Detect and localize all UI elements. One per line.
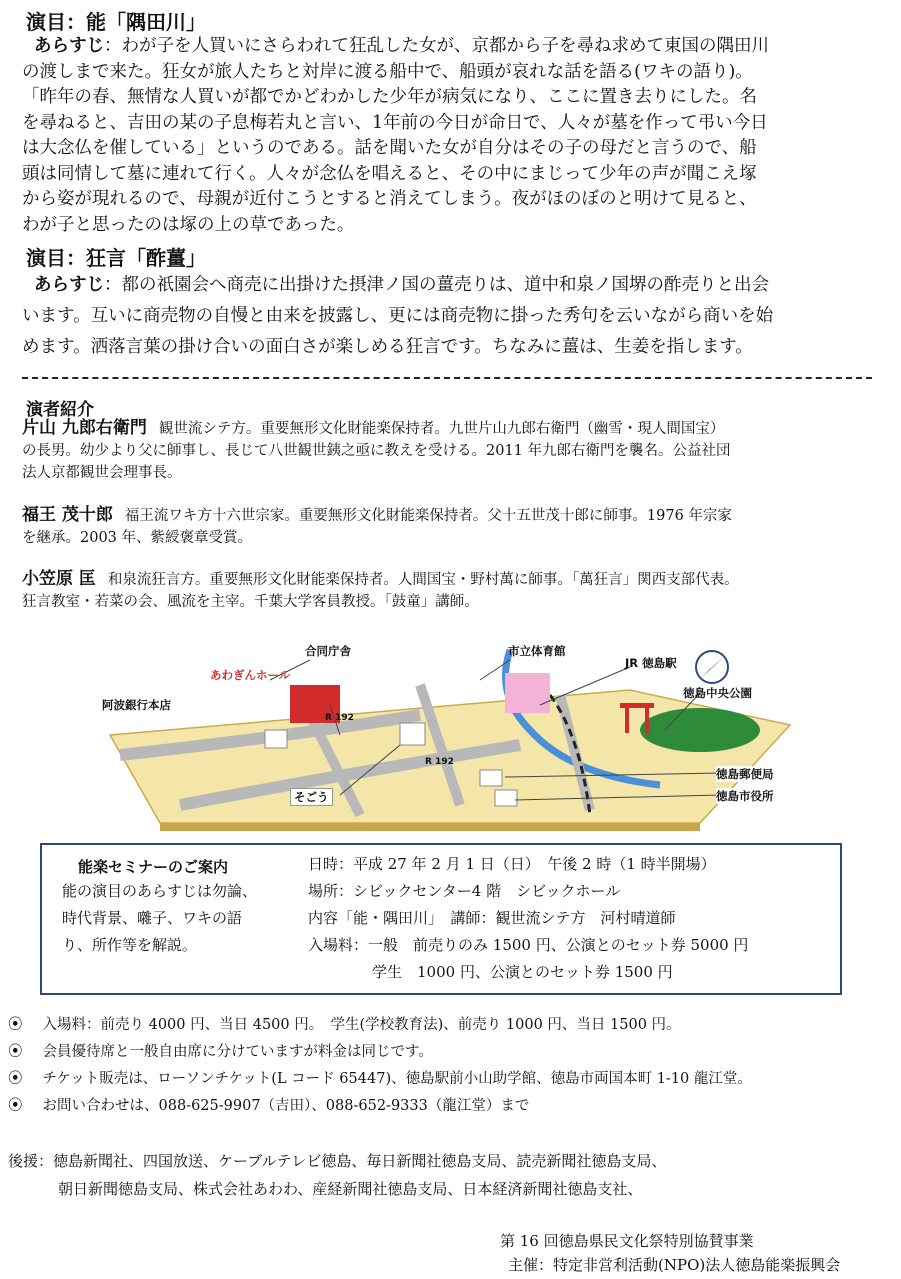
footer-organizer: 主催：特定非営利活動(NPO)法人徳島能楽振興会 [508,1256,841,1274]
performer-1 [22,417,884,484]
support-line-1 [8,1148,666,1175]
synopsis-line: わが子を人買いにさらわれて狂乱した女が、京都から子を尋ね求めて東国の隅田川 [121,36,769,56]
info-item [8,1039,893,1066]
taiikukan-building [505,673,550,713]
synopsis-line: の渡しまで来た。狂女が旅人たちと対岸に渡る船中で、船頭が哀れな話を語る(ワキの語り)。 [22,61,753,82]
map-label-awagin: あわぎんホール [210,668,291,682]
synopsis-line: います。互いに商売物の自慢と由来を披露し、更には商売物に掛った秀句を云いながら商いを始 [22,306,774,326]
info-item [8,1012,893,1039]
performer-2 [22,504,884,549]
performer-line: を継承。2003 年、紫綬褒章受賞。 [22,530,253,546]
post-office-building [480,770,502,786]
city-hall-building [495,790,517,806]
performer-name: 小笠原 匡 [22,569,96,589]
performer-line: の長男。幼少より父に師事し、長じて八世観世銕之亟に教えを受ける。2011 年九郎右衛門を襲名。公益社団 [22,443,731,459]
section2-title: 演目：狂言「酢薑」 [26,246,206,270]
performers-title: 演者紹介 [26,400,94,420]
seminar-desc-2: 時代背景、囃子、ワキの語 [62,909,243,927]
synopsis-line: 頭は同情して墓に連れて行く。人々が念仏を唱えると、その中にまじって少年の声が聞こえ塚 [22,163,757,184]
performer-name: 片山 九郎右衛門 [22,418,147,438]
park-trees [640,708,760,752]
seminar-datetime: 日時：平成 27 年 2 月 1 日（日） 午後 2 時（1 時半開場） [308,855,716,873]
info-text: お問い合わせは、088-625-9907（吉田）、088-652-9333（龍江堂）まで [42,1098,530,1114]
map-label-station: JR 徳島駅 [625,656,677,670]
section1-synopsis [22,34,884,238]
synopsis-line: わが子と思ったのは塚の上の草であった。 [22,214,355,235]
performer-line: 観世流シテ方。重要無形文化財能楽保持者。九世片山九郎右衛門（幽雪・現人間国宝） [158,421,725,437]
map-label-sogo: そごう [290,788,333,806]
synopsis-line: めます。洒落言葉の掛け合いの面白さが楽しめる狂言です。ちなみに薑は、生姜を指します。 [22,337,753,357]
seminar-venue: 場所：シビックセンター4 階 シビックホール [308,882,621,900]
map-illustration [100,635,800,835]
seminar-desc-3: り、所作等を解説。 [62,936,198,954]
seminar-title: 能楽セミナーのご案内 [78,858,229,876]
seminar-desc-1: 能の演目のあらすじは勿論、 [62,882,258,900]
torii-gate [625,705,629,733]
map-label-park: 徳島中央公園 [683,686,752,700]
synopsis-sep: ： [104,36,122,56]
map-label-gouchousha: 合同庁舎 [305,644,351,658]
synopsis-line: は大念仏を催している」というのである。話を聞いた女が自分はその子の母だと言うので、船 [22,138,757,158]
bullet-icon: ⦿ [8,1071,23,1087]
area-map [100,635,800,835]
info-item [8,1093,893,1120]
performer-line: 和泉流狂言方。重要無形文化財能楽保持者。人間国宝・野村萬に師事。「萬狂言」関西支部代表。 [107,572,739,588]
torii-gate [620,703,654,708]
map-label-cityhall: 徳島市役所 [716,789,774,803]
synopsis-line: 都の祇園会へ商売に出掛けた摂津ノ国の薑売りは、道中和泉ノ国堺の酢売りと出会 [121,275,769,295]
info-list [8,1012,893,1120]
map-label-r192b: R 192 [425,757,454,767]
synopsis-line: を尋ねると、吉田の某の子息梅若丸と言い、1年前の今日が命日で、人々が墓を作って弔い今日 [22,112,768,133]
section2-synopsis [22,272,884,361]
performer-line: 狂言教室・若菜の会、風流を主宰。千葉大学客員教授。「鼓童」講師。 [22,594,479,610]
performer-line: 法人京都観世会理事長。 [22,465,182,481]
compass-needle-icon [700,655,726,679]
dashed-divider [22,377,872,379]
performer-3 [22,568,884,613]
synopsis-line: 「昨年の春、無情な人買いが都でかどわかした少年が病気になり、ここに置き去りにした。名 [22,87,757,107]
map-label-post: 徳島郵便局 [716,767,774,781]
bank-building [265,730,287,748]
seminar-fee-general: 入場料：一般 前売りのみ 1500 円、公演とのセット券 5000 円 [308,936,749,954]
sogo-building [400,723,425,745]
footer-sponsor: 第 16 回徳島県民文化祭特別協賛事業 [500,1232,754,1250]
seminar-fee-student: 学生 1000 円、公演とのセット券 1500 円 [372,963,673,981]
synopsis-label: あらすじ [34,36,104,56]
performer-line: 福王流ワキ方十六世宗家。重要無形文化財能楽保持者。父十五世茂十郎に師事。1976 年宗家 [124,508,732,524]
info-item [8,1066,893,1093]
seminar-box [40,843,842,995]
bullet-icon: ⦿ [8,1017,23,1033]
synopsis-label: あらすじ [34,275,104,295]
torii-gate [645,705,649,733]
map-label-awaginko: 阿波銀行本店 [102,698,171,712]
section1-title: 演目：能「隅田川」 [26,10,206,34]
bullet-icon: ⦿ [8,1098,23,1114]
synopsis-sep: ： [104,275,122,295]
info-text: 入場料：前売り 4000 円、当日 4500 円。 学生(学校教育法)、前売り 1000 円、当日 1500 円。 [42,1017,681,1033]
support-line-2: 朝日新聞徳島支局、株式会社あわわ、産経新聞社徳島支局、日本経済新聞社徳島支社、 [58,1180,643,1198]
map-ground-edge [160,823,700,831]
bullet-icon: ⦿ [8,1044,23,1060]
seminar-content: 内容「能・隅田川」 講師：観世流シテ方 河村晴道師 [308,909,676,927]
map-label-taiikukan: 市立体育館 [508,644,566,658]
info-text: チケット販売は、ローソンチケット(L コード 65447)、徳島駅前小山助学館、徳島市両国本町 1-10 龍江堂。 [42,1071,752,1087]
support-label: 後援： [8,1152,54,1170]
map-label-r192a: R 192 [325,713,354,723]
support-text: 徳島新聞社、四国放送、ケーブルテレビ徳島、毎日新聞社徳島支局、読売新聞社徳島支局、 [53,1152,667,1170]
info-text: 会員優待席と一般自由席に分けていますが料金は同じです。 [42,1044,433,1060]
synopsis-line: から姿が現れるので、母親が近付こうとすると消えてしまう。夜がほのぼのと明けて見ると、 [22,189,757,209]
performer-name: 福王 茂十郎 [22,505,113,525]
